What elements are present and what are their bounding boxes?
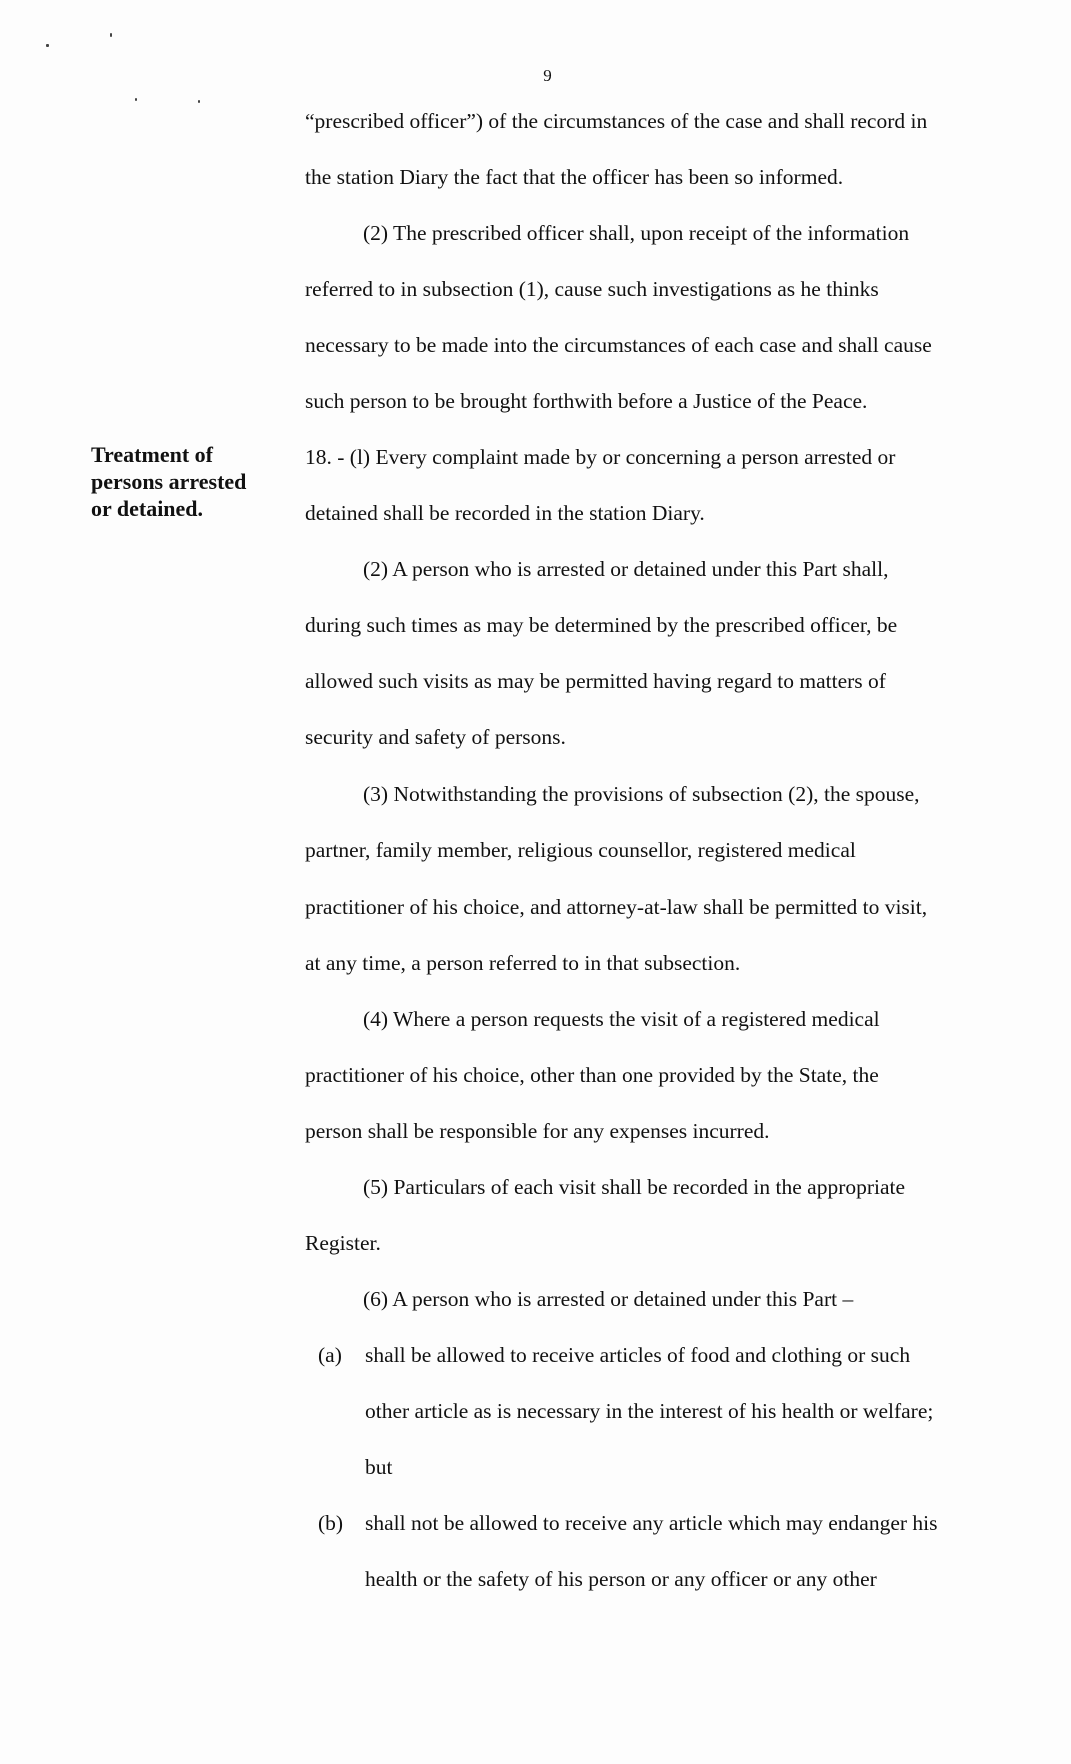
list-item-line: other article as is necessary in the interest of his health or welfare; [365, 1399, 934, 1423]
subsection-line: (2) A person who is arrested or detained under this Part shall, [363, 557, 889, 581]
margin-note-heading [91, 441, 281, 522]
scan-speck [135, 98, 137, 101]
list-item-line: health or the safety of his person or any officer or any other [365, 1567, 877, 1591]
text-line: the station Diary the fact that the officer has been so informed. [305, 165, 844, 189]
text-line: such person to be brought forthwith before a Justice of the Peace. [305, 389, 868, 413]
scan-speck [110, 33, 112, 37]
scan-speck [198, 100, 200, 103]
section-heading-line: 18. - (l) Every complaint made by or concerning a person arrested or [305, 445, 896, 469]
text-line: partner, family member, religious counsellor, registered medical [305, 838, 856, 862]
subsection-line: (4) Where a person requests the visit of a registered medical [363, 1007, 880, 1031]
page-number: 9 [543, 66, 552, 85]
text-line: practitioner of his choice, other than one provided by the State, the [305, 1063, 879, 1087]
subsection-line: (2) The prescribed officer shall, upon receipt of the information [363, 221, 910, 245]
text-line: at any time, a person referred to in that subsection. [305, 951, 741, 975]
text-line: during such times as may be determined by the prescribed officer, be [305, 613, 898, 637]
list-item-label: (a) [318, 1343, 342, 1367]
text-line: referred to in subsection (1), cause such investigations as he thinks [305, 277, 879, 301]
text-line: allowed such visits as may be permitted having regard to matters of [305, 669, 886, 693]
text-line: practitioner of his choice, and attorney-at-law shall be permitted to visit, [305, 895, 928, 919]
margin-note-line: Treatment of [91, 442, 213, 467]
list-item-line: shall be allowed to receive articles of food and clothing or such [365, 1343, 911, 1367]
subsection-line: (3) Notwithstanding the provisions of subsection (2), the spouse, [363, 782, 920, 806]
list-item-line: but [365, 1455, 393, 1479]
margin-note-line: persons arrested [91, 469, 247, 494]
subsection-line: (6) A person who is arrested or detained under this Part – [363, 1287, 854, 1311]
list-item-line: shall not be allowed to receive any article which may endanger his [365, 1511, 938, 1535]
text-line: “prescribed officer”) of the circumstances of the case and shall record in [305, 109, 928, 133]
scan-speck [46, 44, 49, 47]
text-line: security and safety of persons. [305, 725, 566, 749]
text-line: person shall be responsible for any expenses incurred. [305, 1119, 770, 1143]
text-line: Register. [305, 1231, 381, 1255]
text-line: detained shall be recorded in the station Diary. [305, 501, 705, 525]
margin-note-line: or detained. [91, 496, 204, 521]
subsection-line: (5) Particulars of each visit shall be recorded in the appropriate [363, 1175, 906, 1199]
list-item-label: (b) [318, 1511, 344, 1535]
text-line: necessary to be made into the circumstances of each case and shall cause [305, 333, 932, 357]
